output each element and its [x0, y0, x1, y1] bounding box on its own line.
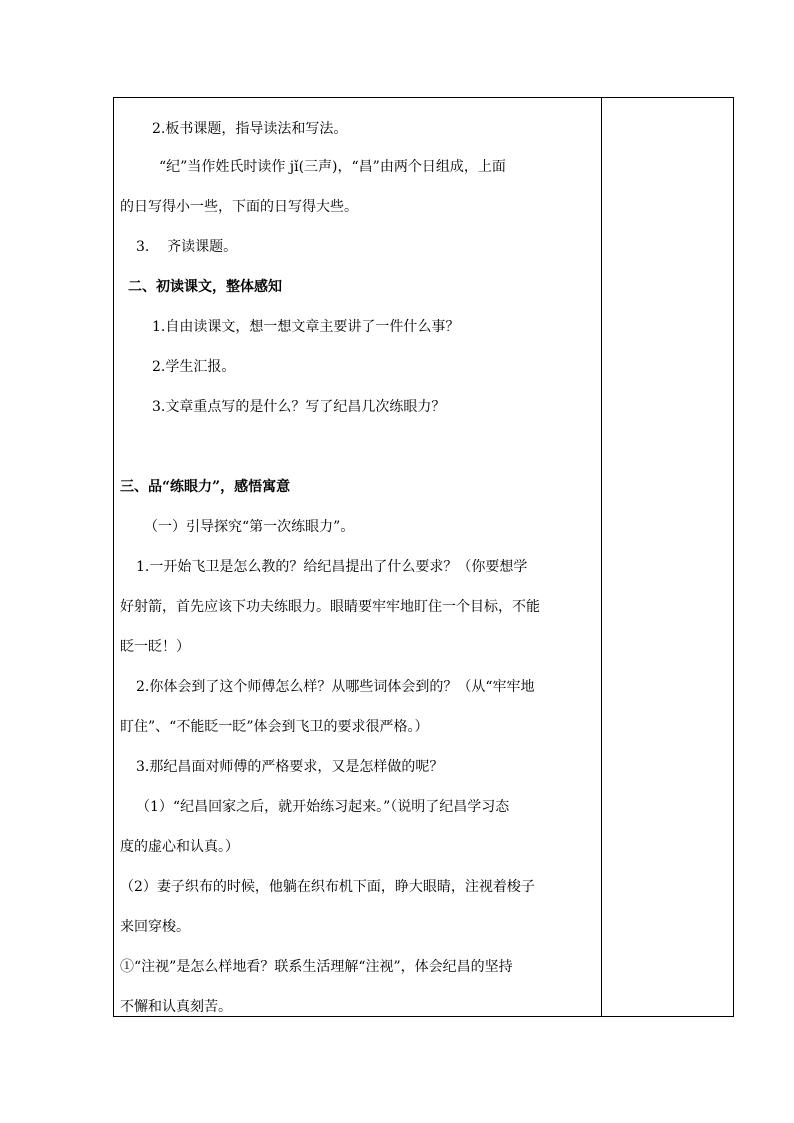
- text-line: 度的虚心和认真。）: [120, 839, 239, 855]
- text-line: 1.自由读课文，想一想文章主要讲了一件什么事？: [152, 319, 460, 335]
- text-line: “纪”当作姓氏时读作 jǐ(三声)，“昌”由两个日组成，上面: [159, 159, 506, 175]
- text-line: （一）引导探究“第一次练眼力”。: [144, 519, 355, 535]
- text-line: （2）妻子织布的时候，他躺在织布机下面，睁大眼睛，注视着梭子: [120, 879, 535, 895]
- section-heading: 二、初读课文，整体感知: [128, 279, 282, 295]
- text-line: 好射箭，首先应该下功夫练眼力。眼睛要牢牢地盯住一个目标，不能: [120, 599, 540, 615]
- text-line: 2.学生汇报。: [152, 359, 236, 375]
- text-line: ①“注视”是怎么样地看？联系生活理解“注视”，体会纪昌的坚持: [120, 959, 513, 975]
- text-line: 2.板书课题，指导读法和写法。: [152, 121, 348, 137]
- text-line: 3.那纪昌面对师傅的严格要求，又是怎样做的呢？: [136, 759, 444, 775]
- text-line: 1.一开始飞卫是怎么教的？给纪昌提出了什么要求？（你要想学: [136, 559, 528, 575]
- text-line: 不懈和认真刻苦。: [120, 999, 232, 1015]
- text-line: 2.你体会到了这个师傅怎么样？从哪些词体会到的？（从“牢牢地: [136, 679, 535, 695]
- notes-cell: [602, 98, 733, 1016]
- text-line: 盯住”、“不能眨一眨”体会到飞卫的要求很严格。）: [120, 719, 429, 735]
- text-line: 3.文章重点写的是什么？写了纪昌几次练眼力？: [152, 399, 446, 415]
- text-line: 眨一眨！）: [120, 639, 190, 655]
- text-line: 来回穿梭。: [120, 919, 190, 935]
- text-line: 的日写得小一些，下面的日写得大些。: [120, 199, 358, 215]
- text-line: 3. 齐读课题。: [136, 239, 238, 255]
- text-line: （1）“纪昌回家之后，就开始练习起来。”（说明了纪昌学习态: [136, 799, 510, 815]
- section-heading: 三、品“练眼力”，感悟寓意: [120, 479, 291, 495]
- lesson-table: [113, 97, 734, 1017]
